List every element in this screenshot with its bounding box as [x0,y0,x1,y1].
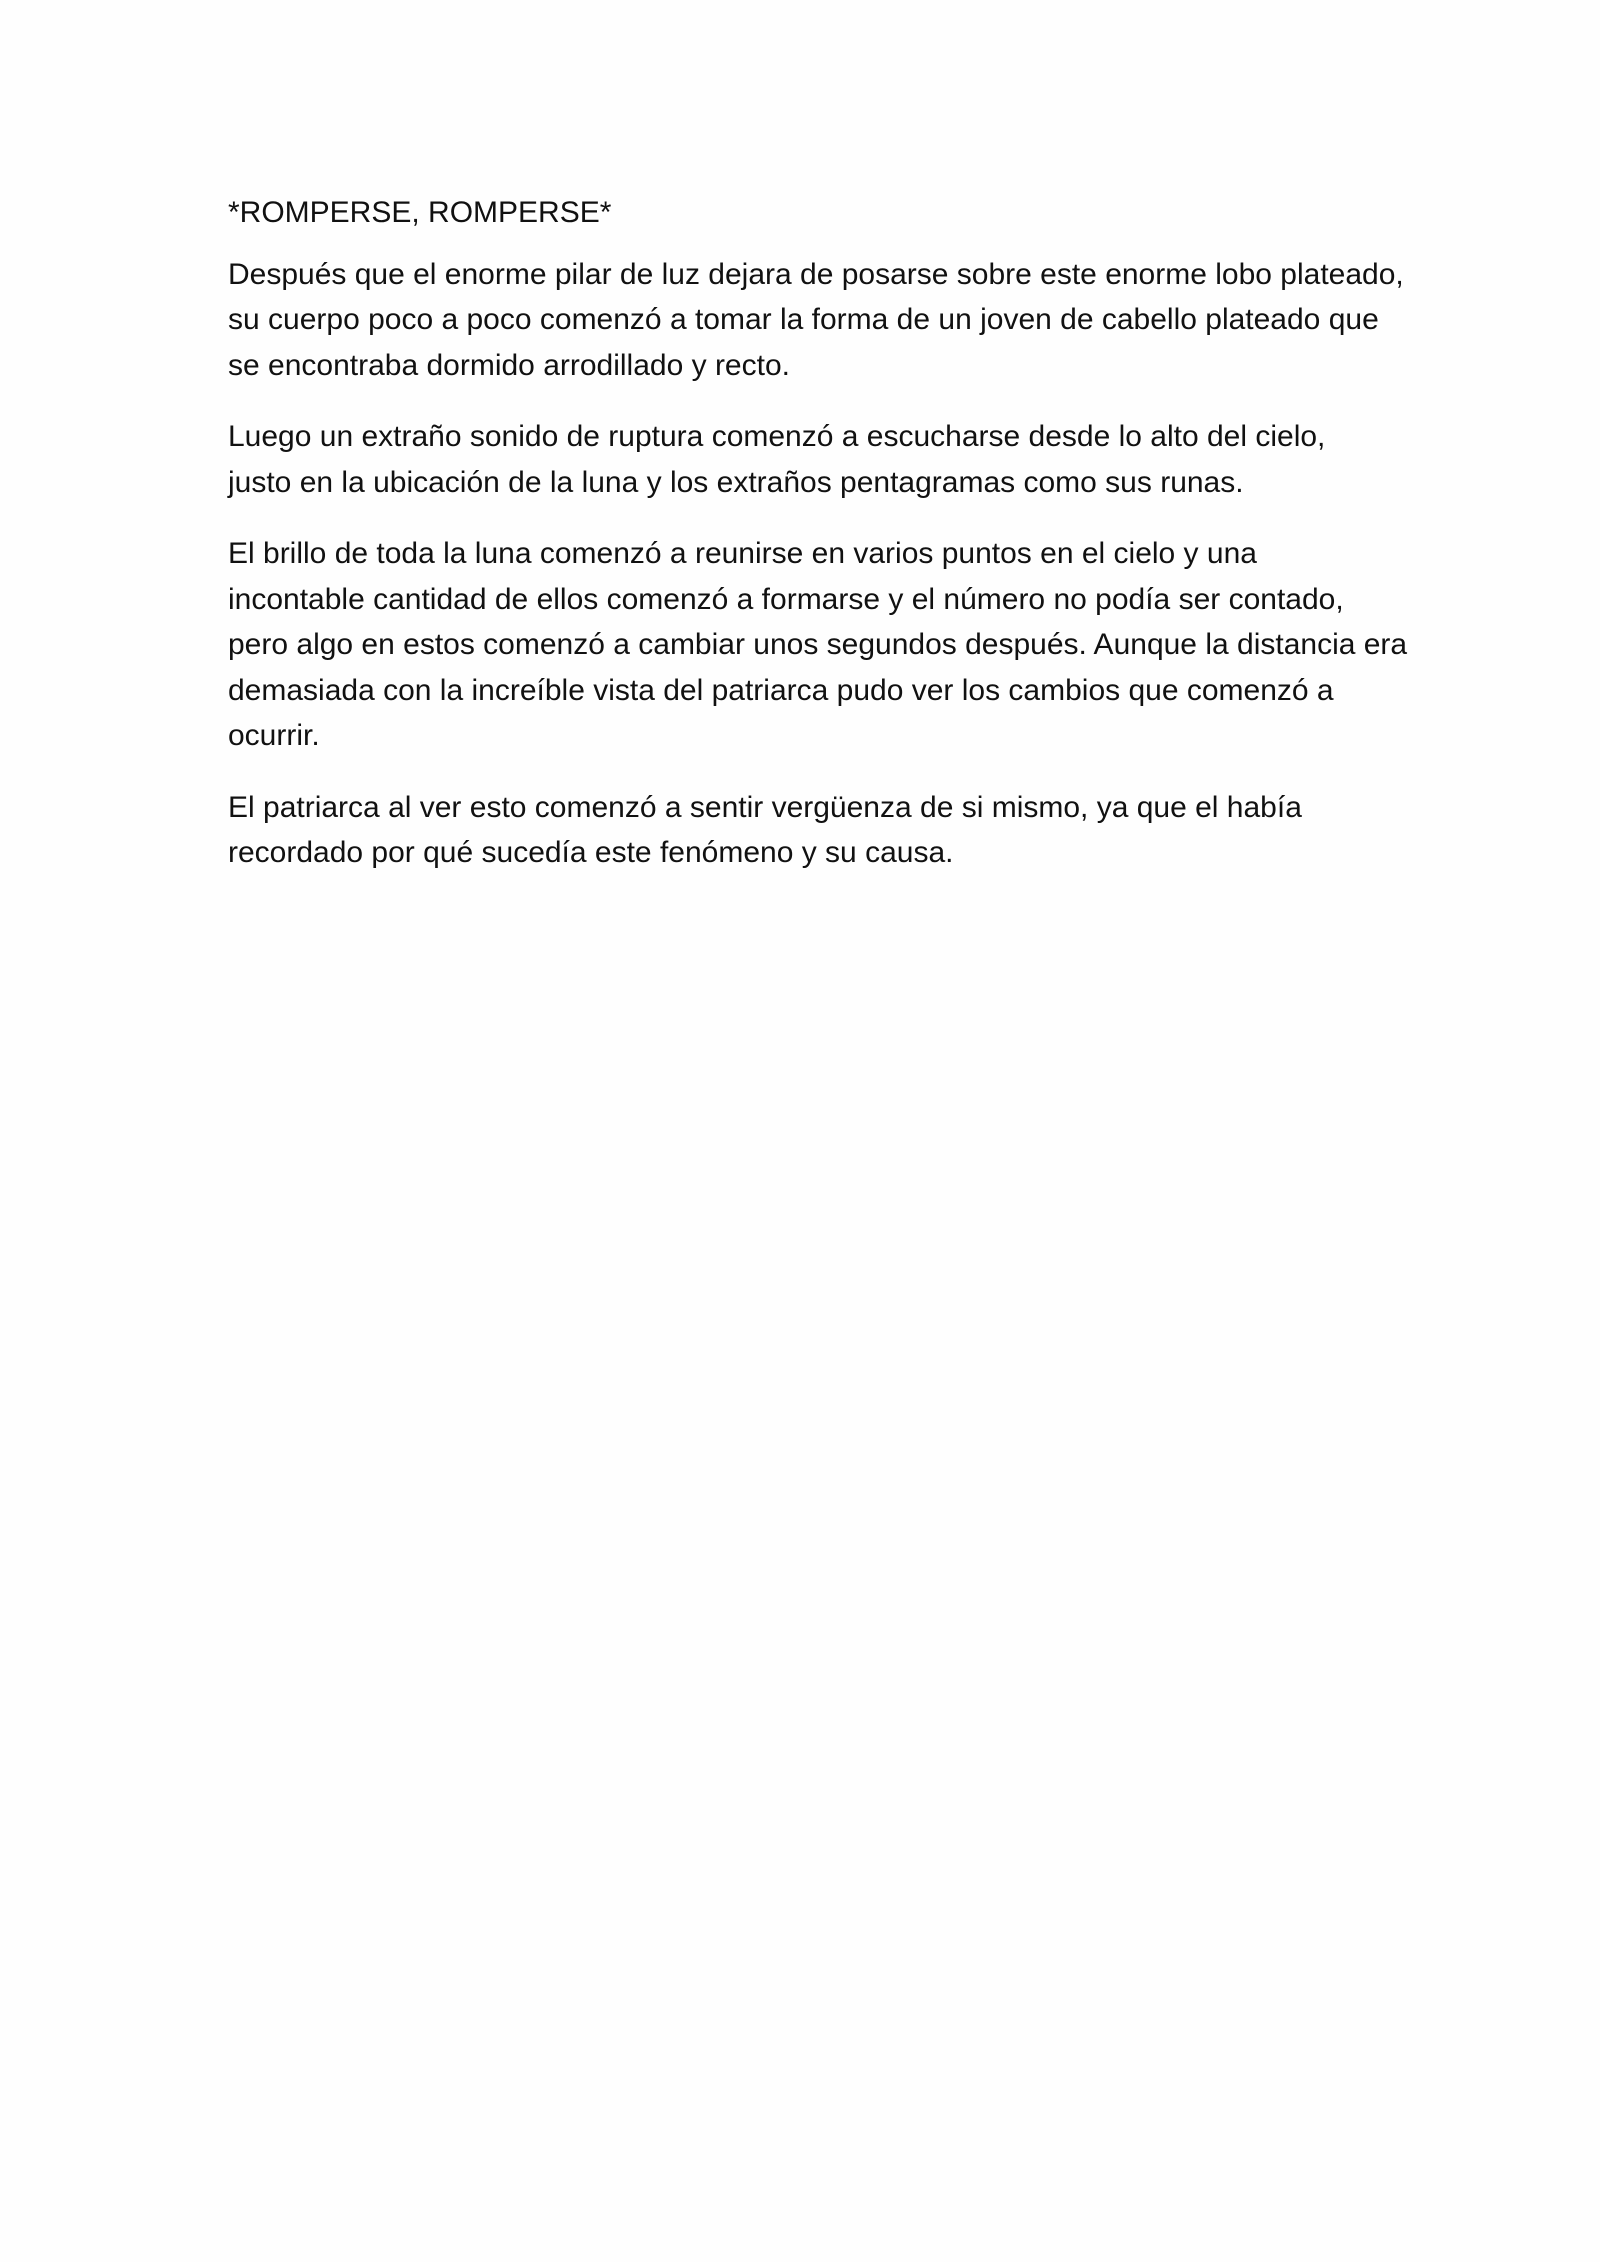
paragraph-line: recordado por qué sucedía este fenómeno y su causa. [228,836,954,869]
paragraph-line: Después que el enorme pilar de luz dejara de posarse sobre este enorme lobo plateado, [228,257,1404,291]
paragraph-line: pero algo en estos comenzó a cambiar unos segundos después. Aunque la distancia era [228,628,1408,661]
paragraph-line: Luego un extraño sonido de ruptura comenzó a escucharse desde lo alto del cielo, [228,420,1326,453]
document-body [228,190,1408,902]
paragraph-line: El patriarca al ver esto comenzó a sentir vergüenza de si mismo, ya que el había [228,790,1302,824]
section-heading: *ROMPERSE, ROMPERSE* [228,196,612,229]
paragraph-line: demasiada con la increíble vista del patriarca pudo ver los cambios que comenzó a [228,673,1334,707]
paragraph-line: El brillo de toda la luna comenzó a reunirse en varios puntos en el cielo y una [228,537,1257,570]
paragraph-line: su cuerpo poco a poco comenzó a tomar la forma de un joven de cabello plateado que [228,303,1379,336]
paragraph-line: se encontraba dormido arrodillado y recto. [228,348,790,382]
paragraph-line: incontable cantidad de ellos comenzó a formarse y el número no podía ser contado, [228,582,1344,616]
paragraph-1 [228,252,1408,389]
paragraph-2 [228,414,1408,505]
paragraph-3 [228,531,1408,759]
paragraph-4 [228,785,1408,876]
paragraph-line: justo en la ubicación de la luna y los extraños pentagramas como sus runas. [228,465,1244,499]
paragraph-line: ocurrir. [228,719,320,752]
